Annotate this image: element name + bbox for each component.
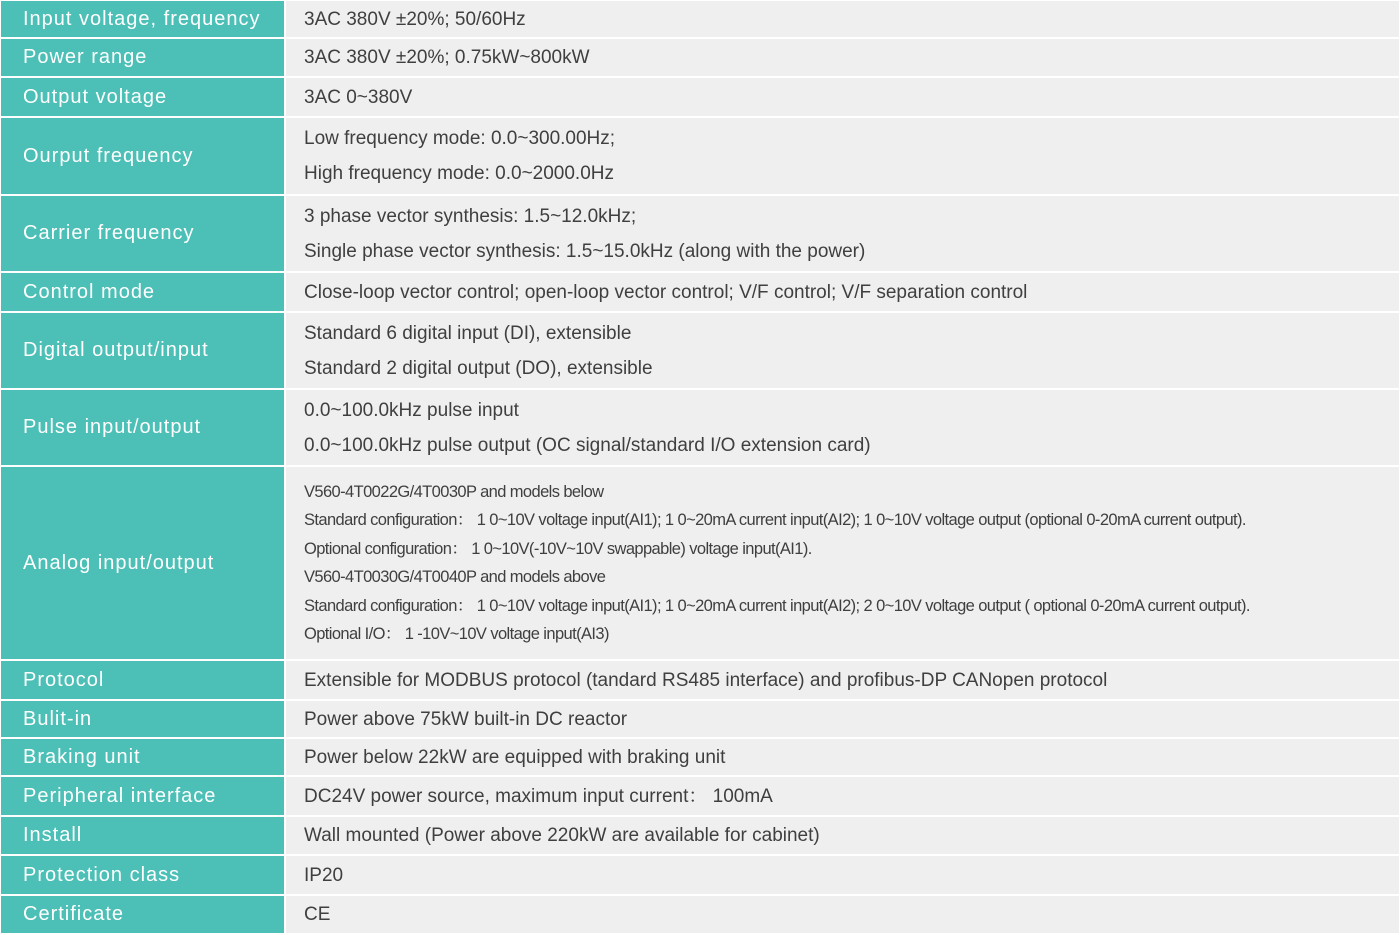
spec-value-line: Standard configuration： 1 0~10V voltage input(AI1); 1 0~20mA current input(AI2); 2 0~10V voltage output ( optional 0-20mA current output).	[304, 596, 1250, 615]
spec-value-line: Wall mounted (Power above 220kW are available for cabinet)	[304, 825, 820, 846]
spec-value-line: V560-4T0022G/4T0030P and models below	[304, 482, 604, 501]
spec-label-bulit-in: Bulit-in	[1, 701, 286, 737]
spec-label-certificate: Certificate	[1, 896, 286, 933]
spec-label-input-voltage-frequency: Input voltage, frequency	[1, 1, 286, 37]
spec-label-output-voltage: Output voltage	[1, 78, 286, 116]
spec-value-line: 0.0~100.0kHz pulse output (OC signal/standard I/O extension card)	[304, 434, 871, 456]
spec-value-protocol	[286, 661, 1399, 699]
spec-value-line: Standard 2 digital output (DO), extensible	[304, 357, 653, 379]
spec-value-line: High frequency mode: 0.0~2000.0Hz	[304, 163, 615, 184]
spec-value-line: Low frequency mode: 0.0~300.00Hz;	[304, 128, 616, 149]
spec-value-power-range	[286, 39, 1399, 76]
spec-value-line: Optional I/O： 1 -10V~10V voltage input(AI3)	[304, 625, 609, 643]
spec-value-control-mode	[286, 273, 1399, 311]
spec-value-line: 0.0~100.0kHz pulse input	[304, 399, 519, 421]
spec-value-ourput-frequency	[286, 118, 1399, 194]
spec-value-line: Extensible for MODBUS protocol (tandard RS485 interface) and profibus-DP CANopen protocol	[304, 669, 1108, 691]
spec-label-protection-class: Protection class	[1, 856, 286, 894]
spec-value-line: Optional configuration： 1 0~10V(-10V~10V swappable) voltage input(AI1).	[304, 539, 812, 558]
spec-value-peripheral-interface	[286, 777, 1399, 815]
spec-value-line: Close-loop vector control; open-loop vector control; V/F control; V/F separation control	[304, 281, 1028, 303]
spec-value-line: Power below 22kW are equipped with braking unit	[304, 746, 726, 768]
spec-value-bulit-in	[286, 701, 1399, 737]
spec-value-output-voltage	[286, 78, 1399, 116]
spec-value-braking-unit	[286, 739, 1399, 775]
spec-value-digital-output-input	[286, 313, 1399, 388]
spec-label-braking-unit: Braking unit	[1, 739, 286, 775]
spec-value-input-voltage-frequency	[286, 1, 1399, 37]
spec-table	[1, 1, 1399, 933]
spec-value-line: Single phase vector synthesis: 1.5~15.0kHz (along with the power)	[304, 240, 866, 262]
spec-value-line: Standard 6 digital input (DI), extensible	[304, 322, 632, 344]
spec-label-install: Install	[1, 817, 286, 854]
spec-value-line: 3AC 380V ±20%; 50/60Hz	[304, 8, 526, 30]
spec-value-line: 3 phase vector synthesis: 1.5~12.0kHz;	[304, 205, 637, 227]
spec-label-power-range: Power range	[1, 39, 286, 76]
spec-value-analog-input-output	[286, 467, 1399, 659]
spec-value-line: Power above 75kW built-in DC reactor	[304, 708, 628, 730]
spec-label-ourput-frequency: Ourput frequency	[1, 118, 286, 194]
spec-value-line: 3AC 380V ±20%; 0.75kW~800kW	[304, 47, 590, 68]
spec-label-pulse-input-output: Pulse input/output	[1, 390, 286, 465]
spec-value-line: CE	[304, 904, 331, 925]
spec-value-line: IP20	[304, 864, 344, 886]
spec-label-digital-output-input: Digital output/input	[1, 313, 286, 388]
spec-value-protection-class	[286, 856, 1399, 894]
spec-value-carrier-frequency	[286, 196, 1399, 271]
spec-value-line: V560-4T0030G/4T0040P and models above	[304, 568, 606, 586]
spec-label-analog-input-output: Analog input/output	[1, 467, 286, 659]
spec-value-pulse-input-output	[286, 390, 1399, 465]
spec-label-peripheral-interface: Peripheral interface	[1, 777, 286, 815]
spec-value-install	[286, 817, 1399, 854]
spec-label-carrier-frequency: Carrier frequency	[1, 196, 286, 271]
spec-value-line: DC24V power source, maximum input current： 100mA	[304, 785, 773, 807]
spec-value-certificate	[286, 896, 1399, 933]
spec-label-protocol: Protocol	[1, 661, 286, 699]
spec-value-line: Standard configuration： 1 0~10V voltage input(AI1); 1 0~20mA current input(AI2); 1 0~10V voltage output (optional 0-20mA current output).	[304, 511, 1246, 529]
spec-value-line: 3AC 0~380V	[304, 86, 413, 108]
spec-label-control-mode: Control mode	[1, 273, 286, 311]
